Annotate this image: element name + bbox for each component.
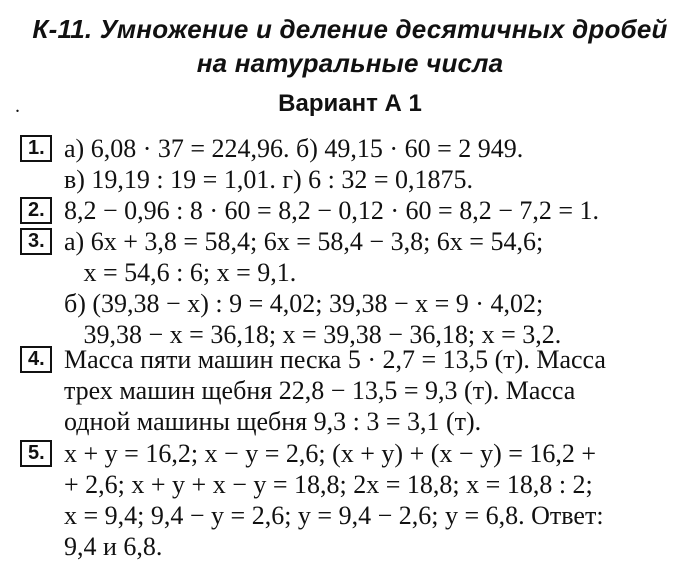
title-line-2: на натуральные числа <box>196 48 504 78</box>
variant-heading: Вариант А 1 <box>278 90 422 117</box>
solution-line: + 2,6; x + y + x − y = 18,8; 2x = 18,8; x = 18,8 : 2; <box>64 470 593 499</box>
solution-line: x = 54,6 : 6; x = 9,1. <box>64 258 297 287</box>
task-solution <box>64 438 604 562</box>
task-number-box: 3. <box>20 228 52 255</box>
task-solution <box>64 344 606 437</box>
task-solution <box>64 133 523 195</box>
solution-line: 8,2 − 0,96 : 8 · 60 = 8,2 − 0,12 · 60 = 8,2 − 7,2 = 1. <box>64 196 600 225</box>
solution-line: 39,38 − x = 36,18; x = 39,38 − 36,18; x = 3,2. <box>64 320 562 349</box>
solution-line: 9,4 и 6,8. <box>64 532 163 561</box>
solution-line: x = 9,4; 9,4 − y = 2,6; y = 9,4 − 2,6; y = 6,8. Ответ: <box>64 501 604 530</box>
solution-line: а) 6,08 · 37 = 224,96. б) 49,15 · 60 = 2 949. <box>64 134 524 163</box>
task-solution <box>64 226 561 350</box>
task-number-box: 4. <box>20 346 52 373</box>
solution-line: а) 6x + 3,8 = 58,4; 6x = 58,4 − 3,8; 6x = 54,6; <box>64 227 544 256</box>
solution-line: в) 19,19 : 19 = 1,01. г) 6 : 32 = 0,1875. <box>64 165 474 194</box>
solution-line: x + y = 16,2; x − y = 2,6; (x + y) + (x − y) = 16,2 + <box>64 439 597 468</box>
solution-line: трех машин щебня 22,8 − 13,5 = 9,3 (т). Масса <box>64 376 576 405</box>
solution-line: Масса пяти машин песка 5 · 2,7 = 13,5 (т). Масса <box>64 345 606 374</box>
stray-dot: . <box>15 95 20 117</box>
task-number-box: 5. <box>20 440 52 467</box>
task-number-box: 2. <box>20 197 52 224</box>
solution-line: одной машины щебня 9,3 : 3 = 3,1 (т). <box>64 407 482 436</box>
task-solution <box>64 195 599 226</box>
title-line-1: К-11. Умножение и деление десятичных дробей <box>32 14 668 44</box>
task-number-box: 1. <box>20 135 52 162</box>
page-title <box>0 12 700 80</box>
solution-line: б) (39,38 − x) : 9 = 4,02; 39,38 − x = 9 · 4,02; <box>64 289 544 318</box>
